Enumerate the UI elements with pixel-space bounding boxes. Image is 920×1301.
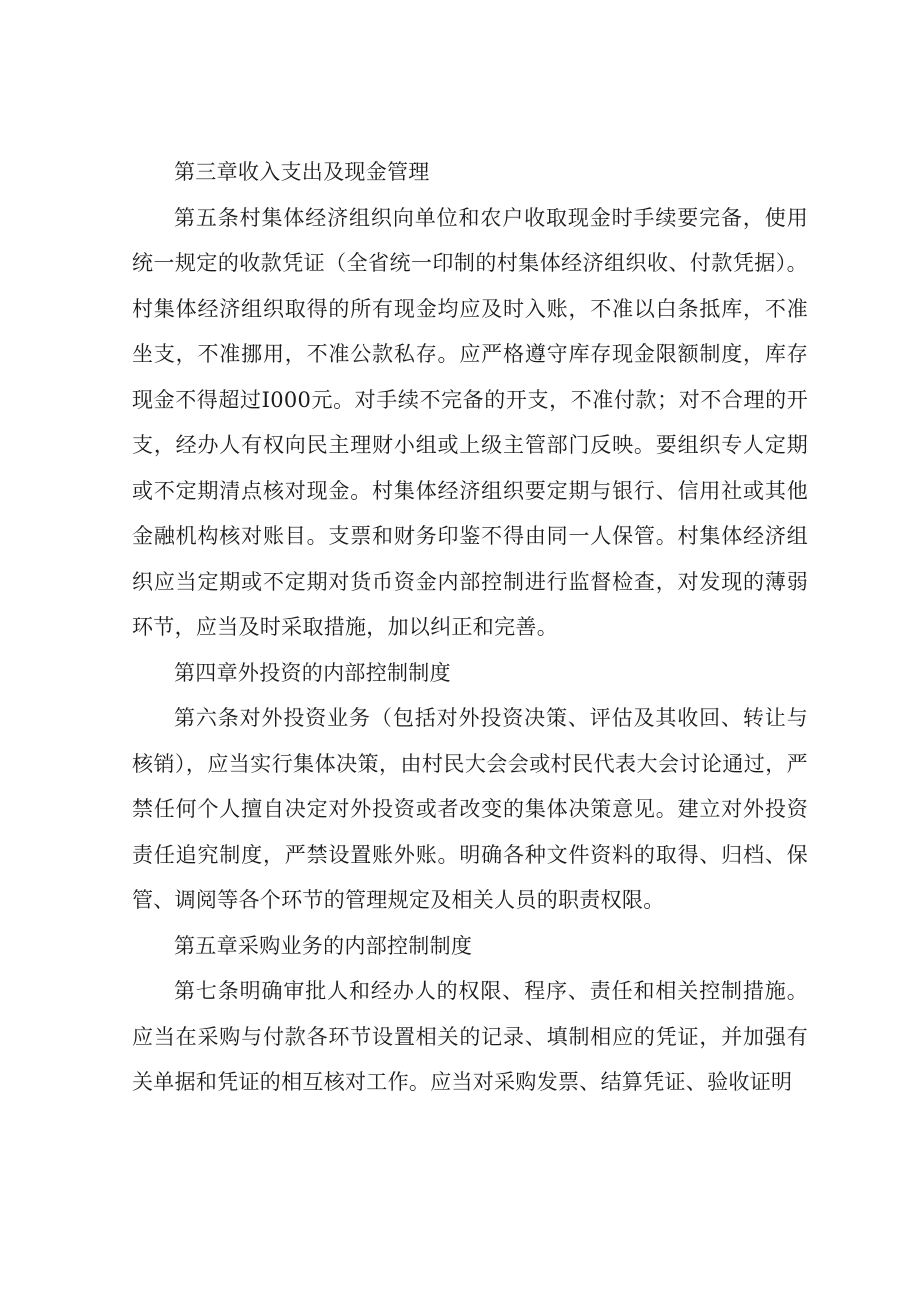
chapter-5-heading: 第五章采购业务的内部控制制度: [174, 933, 473, 958]
article-5-paragraph: 第五条村集体经济组织向单位和农户收取现金时手续要完备，使用统一规定的收款凭证（全省统一印制的村集体经济组织收、付款凭据）。村集体经济组织取得的所有现金均应及时入账，不准以白条抵库，不准坐支，不准挪用，不准公款私存。应严格遵守库存现金限额制度，库存现金不得超过I000元。对手续不完备的开支，不准付款；对不合理的开支，经办人有权向民主理财小组或上级主管部门反映。要组织专人定期或不定期清点核对现金。村集体经济组织要定期与银行、信用社或其他金融机构核对账目。支票和财务印鉴不得由同一人保管。村集体经济组织应当定期或不定期对货币资金内部控制进行监督检查，对发现的薄弱环节，应当及时采取措施，加以纠正和完善。: [132, 205, 808, 639]
document-page: [132, 150, 808, 1106]
article-7-paragraph: 第七条明确审批人和经办人的权限、程序、责任和相关控制措施。应当在采购与付款各环节设置相关的记录、填制相应的凭证，并加强有关单据和凭证的相互核对工作。应当对采购发票、结算凭证、验收证明: [132, 979, 808, 1094]
chapter-4-heading: 第四章外投资的内部控制制度: [174, 660, 451, 685]
article-6-paragraph: 第六条对外投资业务（包括对外投资决策、评估及其收回、转让与核销），应当实行集体决策，由村民大会会或村民代表大会讨论通过，严禁任何个人擅自决定对外投资或者改变的集体决策意见。建立对外投资责任追究制度，严禁设置账外账。明确各种文件资料的取得、归档、保管、调阅等各个环节的管理规定及相关人员的职责权限。: [132, 706, 808, 912]
chapter-3-heading: 第三章收入支出及现金管理: [174, 160, 430, 184]
